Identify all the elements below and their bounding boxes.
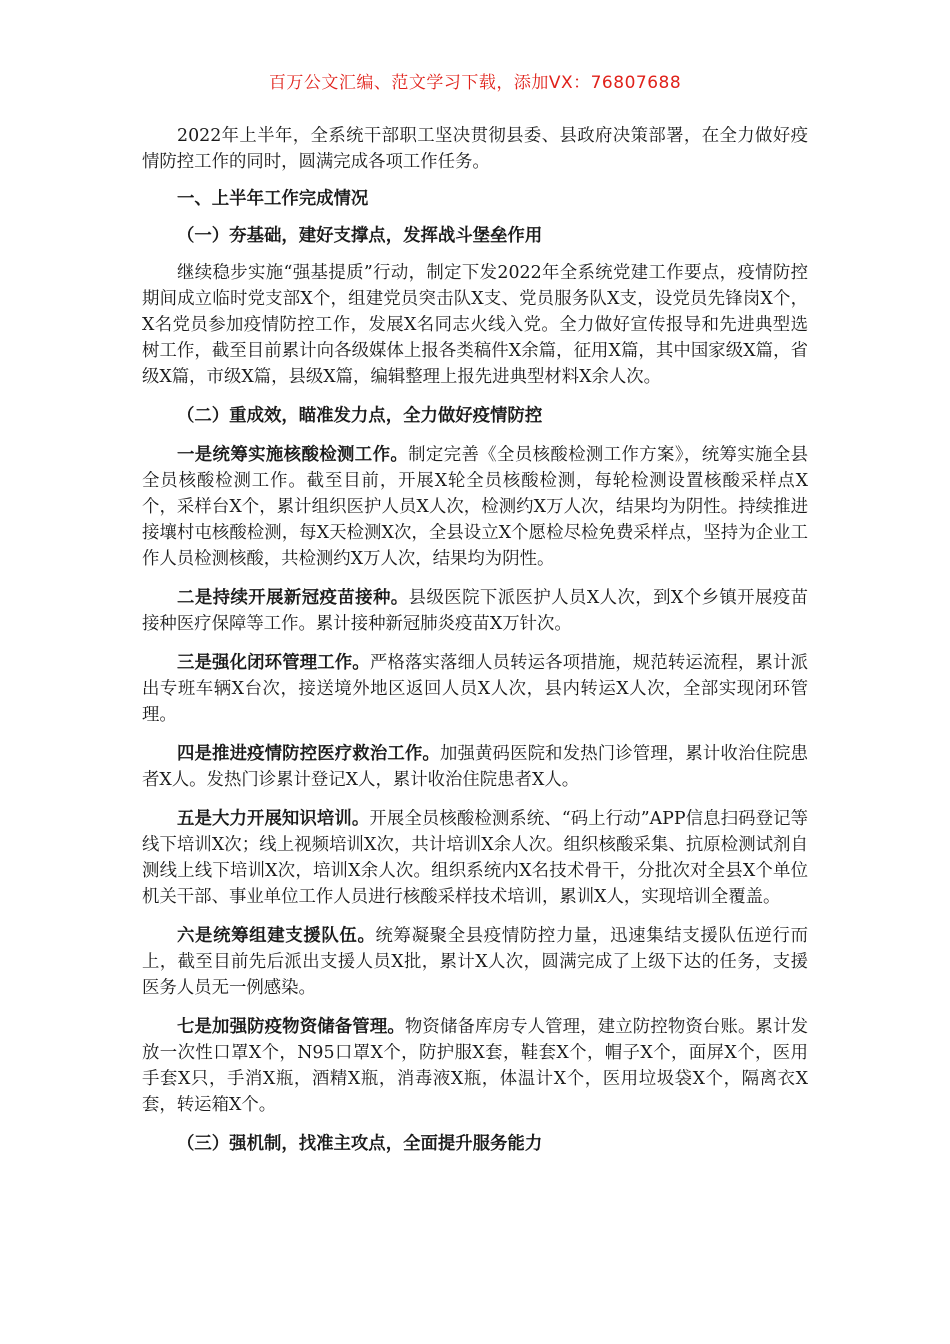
item-paragraph-3 (142, 650, 808, 728)
document-body (142, 123, 808, 1157)
item-paragraph-7 (142, 1014, 808, 1118)
item-body: 县级医院下派医护人员X人次，到X个乡镇开展疫苗接种医疗保障等工作。累计接种新冠肺炎疫苗X万针次。 (142, 588, 808, 634)
item-lead: 五是大力开展知识培训。 (177, 809, 370, 829)
item-body: 加强黄码医院和发热门诊管理，累计收治住院患者X人。发热门诊累计登记X人，累计收治住院患者X人。 (142, 744, 808, 790)
item-lead: 三是强化闭环管理工作。 (177, 653, 370, 673)
item-lead: 四是推进疫情防控医疗救治工作。 (177, 744, 440, 764)
item-body: 严格落实落细人员转运各项措施，规范转运流程，累计派出专班车辆X台次，接送境外地区返回人员X人次，县内转运X人次，全部实现闭环管理。 (142, 653, 808, 725)
item-paragraph-1 (142, 442, 808, 572)
item-paragraph-5 (142, 806, 808, 910)
item-paragraph-6 (142, 923, 808, 1001)
item-body: 开展全员核酸检测系统、“码上行动”APP信息扫码登记等线下培训X次；线上视频培训X次，共计培训X余人次。组织核酸采集、抗原检测试剂自测线上线下培训X次，培训X余人次。组织系统内X名技术骨干，分批次对全县X个单位机关干部、事业单位工作人员进行核酸采样技术培训，累训X人，实现培训全覆盖。 (142, 809, 808, 907)
subsection-1-paragraph: 继续稳步实施“强基提质”行动，制定下发2022年全系统党建工作要点，疫情防控期间成立临时党支部X个，组建党员突击队X支、党员服务队X支，设党员先锋岗X个，X名党员参加疫情防控工作，发展X名同志火线入党。全力做好宣传报导和先进典型选树工作，截至目前累计向各级媒体上报各类稿件X余篇，征用X篇，其中国家级X篇，省级X篇，市级X篇，县级X篇，编辑整理上报先进典型材料X余人次。 (142, 263, 808, 387)
subsection-heading-2: （二）重成效，瞄准发力点，全力做好疫情防控 (177, 406, 543, 426)
item-lead: 二是持续开展新冠疫苗接种。 (177, 588, 409, 608)
item-body: 物资储备库房专人管理，建立防控物资台账。累计发放一次性口罩X个，N95口罩X个，防护服X套，鞋套X个，帽子X个，面屏X个，医用手套X只，手消X瓶，酒精X瓶，消毒液X瓶，体温计X个，医用垃圾袋X个，隔离衣X套，转运箱X个。 (142, 1017, 808, 1115)
item-lead: 七是加强防疫物资储备管理。 (177, 1017, 405, 1037)
item-paragraph-4 (142, 741, 808, 793)
intro-paragraph: 2022年上半年，全系统干部职工坚决贯彻县委、县政府决策部署，在全力做好疫情防控工作的同时，圆满完成各项工作任务。 (142, 126, 808, 172)
item-body: 统筹凝聚全县疫情防控力量，迅速集结支援队伍逆行而上，截至目前先后派出支援人员X批，累计X人次，圆满完成了上级下达的任务，支援医务人员无一例感染。 (142, 926, 808, 998)
subsection-heading-1: （一）夯基础，建好支撑点，发挥战斗堡垒作用 (177, 226, 543, 246)
item-lead: 六是统筹组建支援队伍。 (177, 926, 376, 946)
item-lead: 一是统筹实施核酸检测工作。 (177, 445, 409, 465)
subsection-heading-3: （三）强机制，找准主攻点，全面提升服务能力 (177, 1134, 543, 1154)
item-body: 制定完善《全员核酸检测工作方案》，统筹实施全县全员核酸检测工作。截至目前，开展X轮全员核酸检测，每轮检测设置核酸采样点X个，采样台X个，累计组织医护人员X人次，检测约X万人次，结果均为阴性。持续推进接壤村屯核酸检测，每X天检测X次，全县设立X个愿检尽检免费采样点，坚持为企业工作人员检测核酸，共检测约X万人次，结果均为阴性。 (142, 445, 808, 569)
section-heading-1: 一、上半年工作完成情况 (177, 189, 369, 209)
watermark-banner: 百万公文汇编、范文学习下载，添加VX：76807688 (268, 73, 682, 93)
item-paragraph-2 (142, 585, 808, 637)
